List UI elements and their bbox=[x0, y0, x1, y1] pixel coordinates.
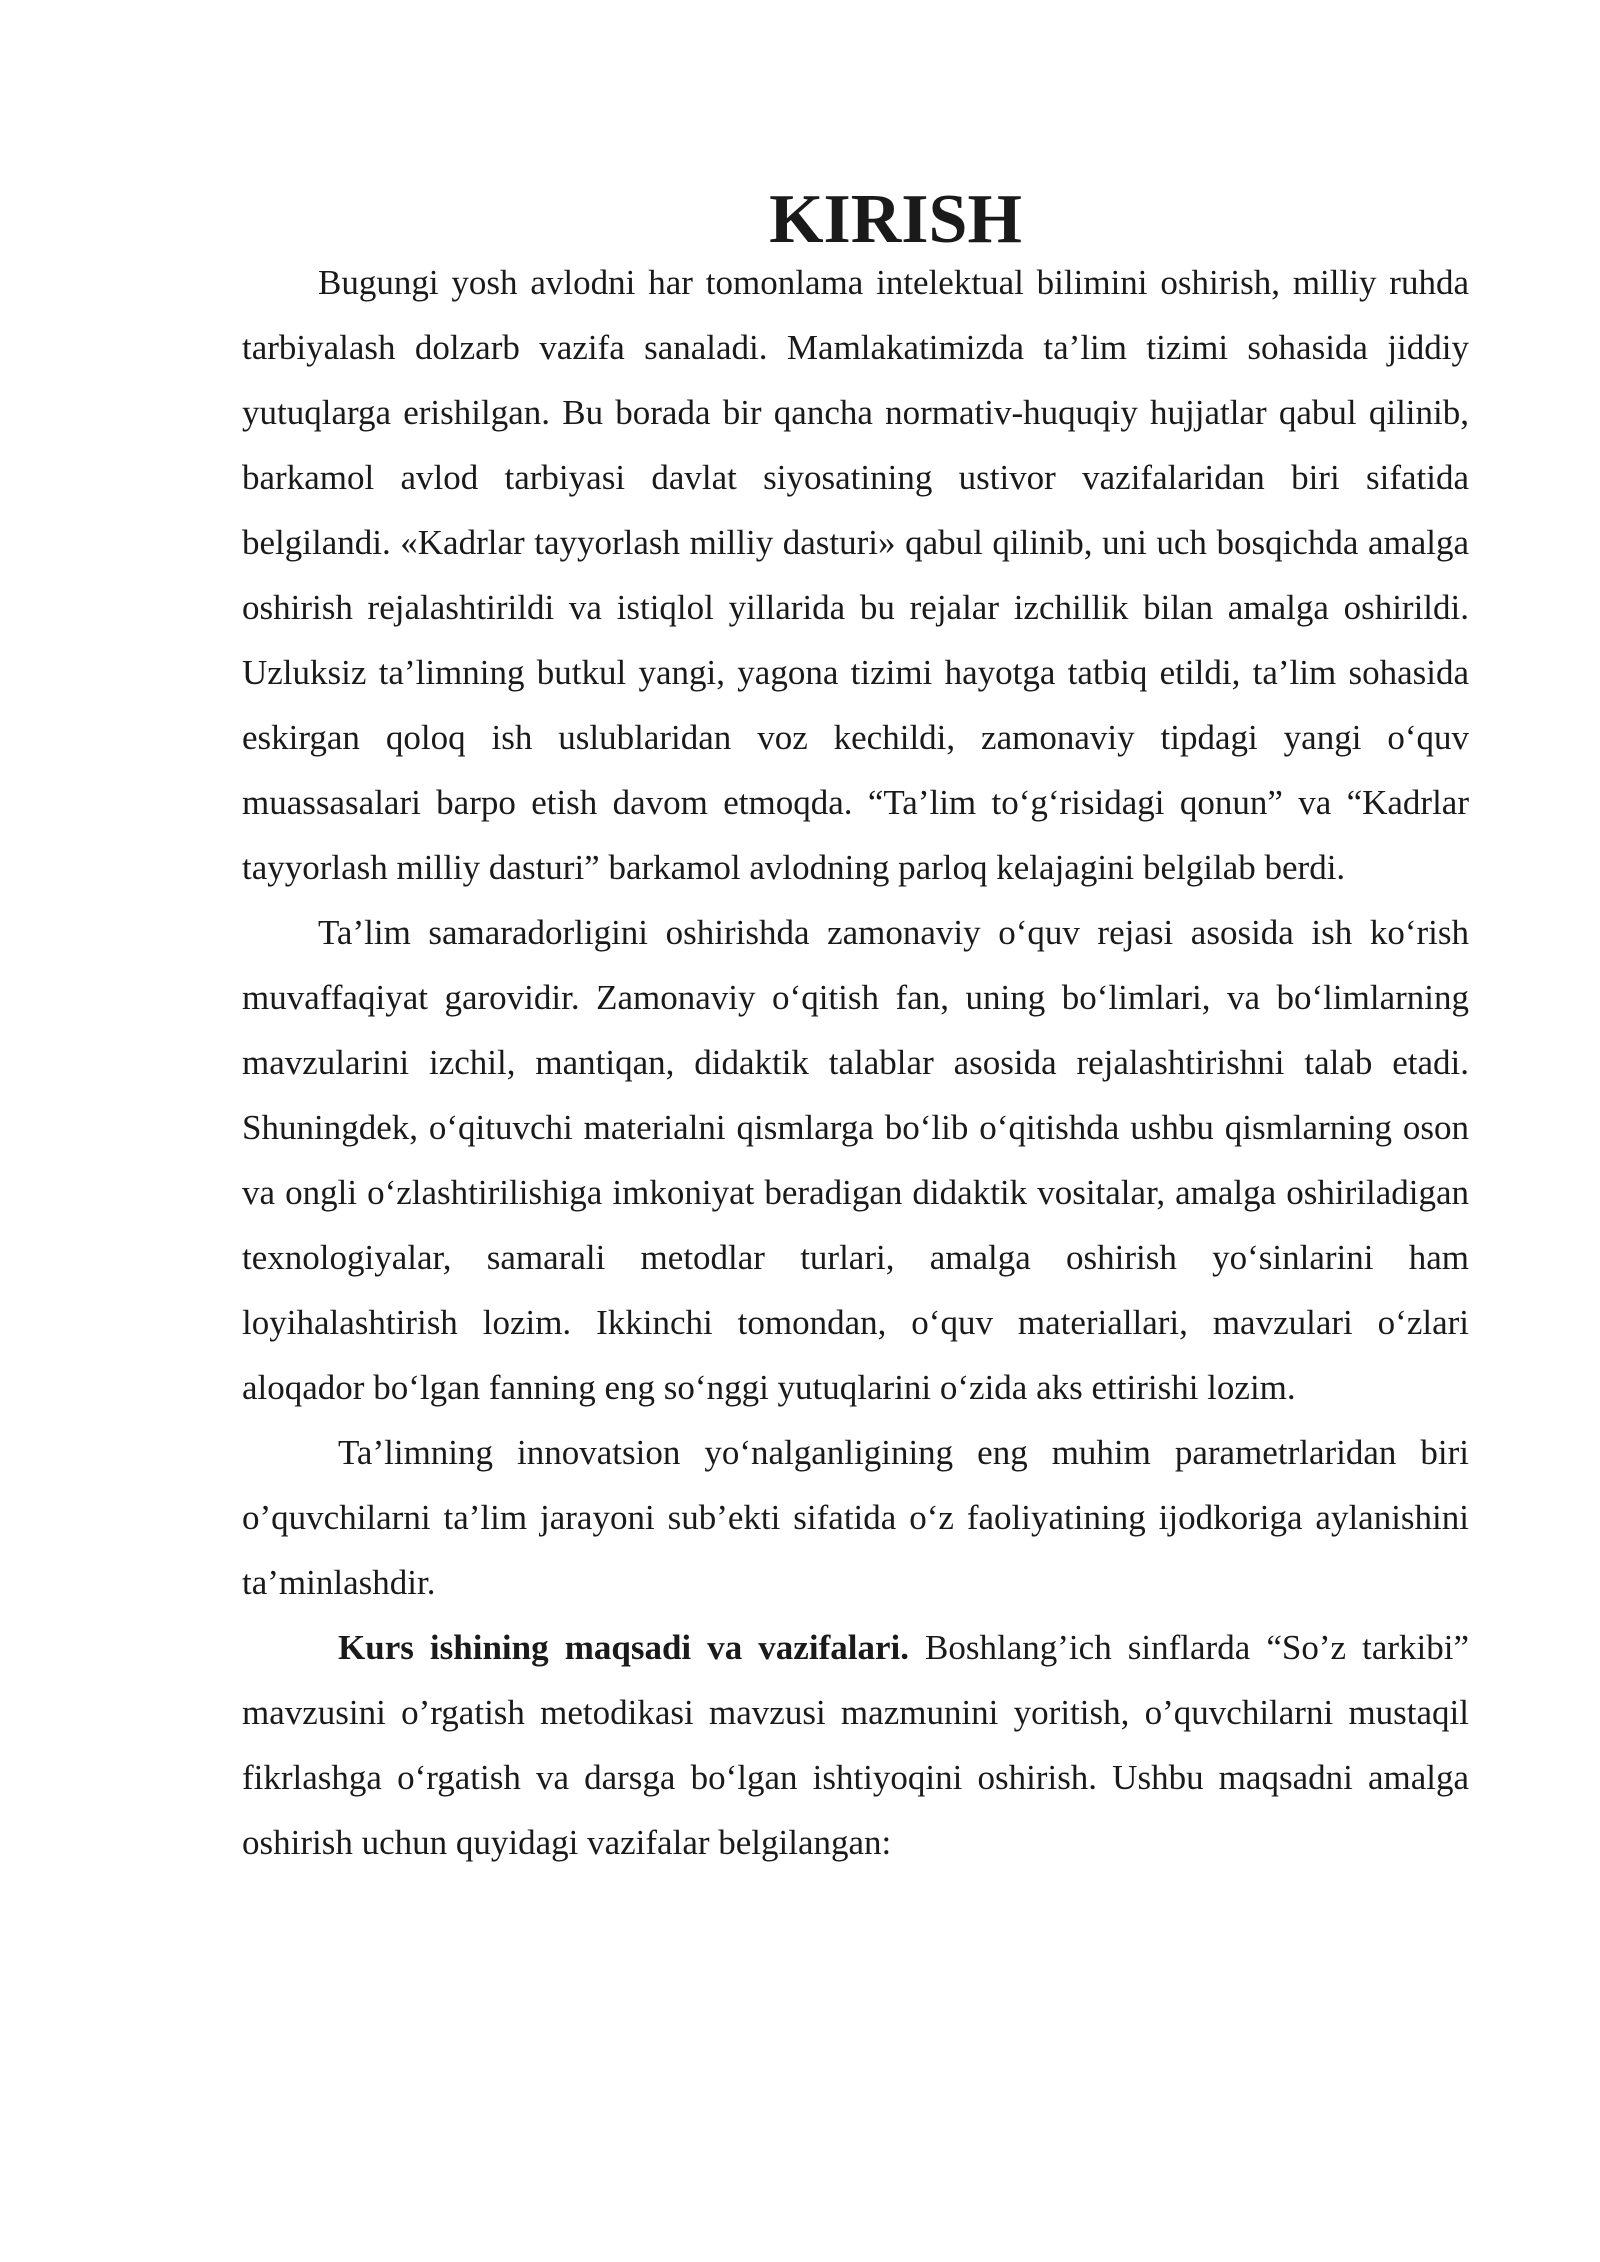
goals-text: Boshlang’ich sinflarda “So’z tarkibi” mavzusini o’rgatish metodikasi mavzusi mazmunini yoritish, o’quvchilarni mustaqil fikrlashga o‘rgatish va darsga bo‘lgan ishtiyoqini oshirish. Ushbu maqsadni amalga oshirish uchun quyidagi vazifalar belgilangan: bbox=[242, 1628, 1469, 1862]
goals-heading: Kurs ishining maqsadi va vazifalari. bbox=[338, 1628, 909, 1667]
page-title: KIRISH bbox=[769, 181, 1022, 258]
paragraph-1: Bugungi yosh avlodni har tomonlama intelektual bilimini oshirish, milliy ruhda tarbiyalash dolzarb vazifa sanaladi. Mamlakatimizda ta’lim tizimi sohasida jiddiy yutuqlarga erishilgan. Bu borada bir qancha normativ-huquqiy hujjatlar qabul qilinib, barkamol avlod tarbiyasi davlat siyosatining ustivor vazifalaridan biri sifatida belgilandi. «Kadrlar tayyorlash milliy dasturi» qabul qilinib, uni uch bosqichda amalga oshirish rejalashtirildi va istiqlol yillarida bu rejalar izchillik bilan amalga oshirildi. Uzluksiz ta’limning butkul yangi, yagona tizimi hayotga tatbiq etildi, ta’lim sohasida eskirgan qoloq ish uslublaridan voz kechildi, zamonaviy tipdagi yangi o‘quv muassasalari barpo etish davom etmoqda. “Ta’lim to‘g‘risidagi qonun” va “Kadrlar tayyorlash milliy dasturi” barkamol avlodning parloq kelajagini belgilab berdi. bbox=[242, 263, 1469, 887]
paragraph-2: Ta’lim samaradorligini oshirishda zamonaviy o‘quv rejasi asosida ish ko‘rish muvaffaqiyat garovidir. Zamonaviy o‘qitish fan, uning bo‘limlari, va bo‘limlarning mavzularini izchil, mantiqan, didaktik talablar asosida rejalashtirishni talab etadi. Shuningdek, o‘qituvchi materialni qismlarga bo‘lib o‘qitishda ushbu qismlarning oson va ongli o‘zlashtirilishiga imkoniyat beradigan didaktik vositalar, amalga oshiriladigan texnologiyalar, samarali metodlar turlari, amalga oshirish yo‘sinlarini ham loyihalashtirish lozim. Ikkinchi tomondan, o‘quv materiallari, mavzulari o‘zlari aloqador bo‘lgan fanning eng so‘nggi yutuqlarini o‘zida aks ettirishi lozim. bbox=[242, 913, 1469, 1407]
goals-paragraph bbox=[242, 1615, 1469, 1875]
document-body bbox=[242, 181, 1469, 1875]
paragraph-3: Ta’limning innovatsion yo‘nalganligining eng muhim parametrlaridan biri o’quvchilarni ta’lim jarayoni sub’ekti sifatida o‘z faoliyatining ijodkoriga aylanishini ta’minlashdir. bbox=[242, 1433, 1469, 1602]
